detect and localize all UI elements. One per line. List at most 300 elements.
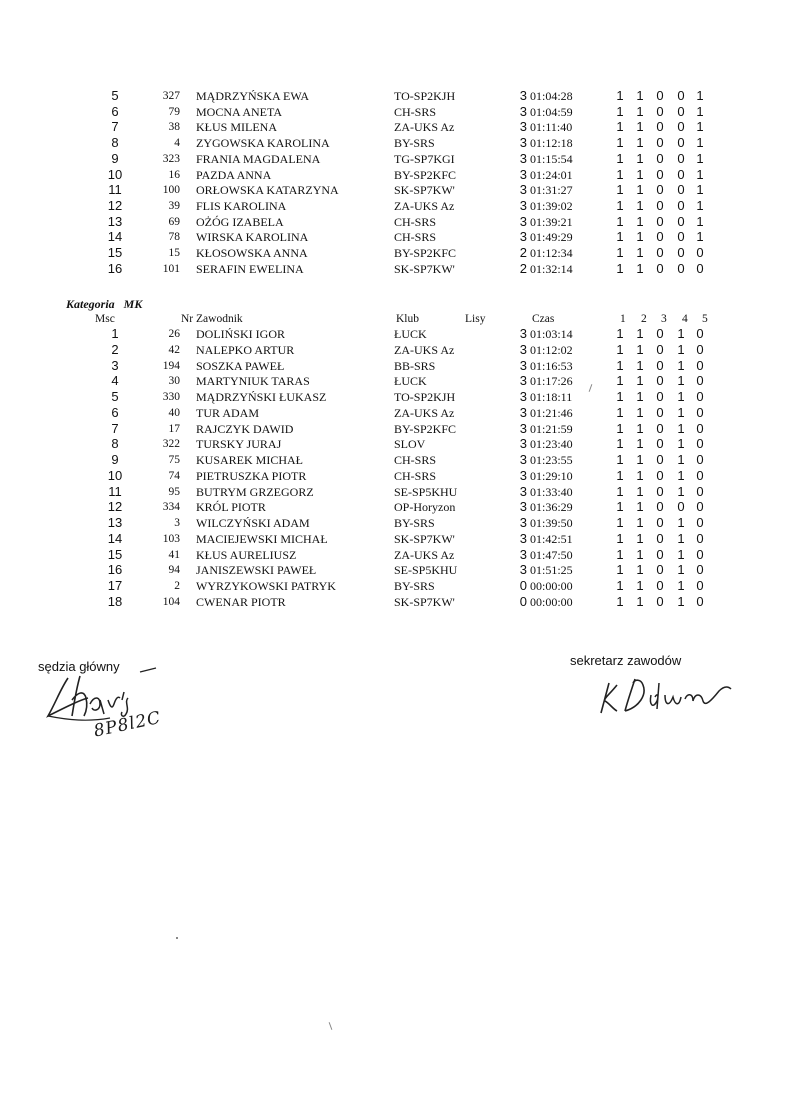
competitor-name-cell: WYRZYKOWSKI PATRYK xyxy=(196,579,336,593)
point-1-cell: 1 xyxy=(616,546,624,562)
point-5-cell: 0 xyxy=(696,546,704,562)
point-2-cell: 1 xyxy=(636,135,644,151)
secretary-label: sekretarz zawodów xyxy=(570,653,682,668)
club-cell: ZA-UKS Az xyxy=(394,198,455,213)
bib-number-cell: 334 xyxy=(162,501,180,514)
point-4-cell: 0 xyxy=(677,166,685,182)
point-3-cell: 0 xyxy=(656,213,664,229)
point-2-cell: 1 xyxy=(636,436,644,452)
point-1-cell: 1 xyxy=(616,515,624,530)
foxes-found-cell: 3 xyxy=(519,213,527,229)
point-5-cell: 1 xyxy=(696,103,704,119)
place-cell: 5 xyxy=(111,389,119,404)
bib-number-cell: 2 xyxy=(174,580,180,592)
foxes-found-cell: 3 xyxy=(519,452,527,467)
foxes-found-cell: 0 xyxy=(519,593,527,609)
point-3-cell: 0 xyxy=(656,389,664,404)
place-cell: 9 xyxy=(111,150,119,166)
point-3-cell: 0 xyxy=(656,515,664,530)
foxes-found-cell: 3 xyxy=(519,436,527,452)
foxes-found-cell: 3 xyxy=(519,135,527,151)
point-2-cell: 1 xyxy=(636,420,644,436)
foxes-found-cell: 3 xyxy=(519,515,527,530)
foxes-found-cell: 3 xyxy=(519,483,527,499)
club-cell: TG-SP7KGI xyxy=(394,151,455,166)
point-2-cell: 1 xyxy=(636,357,644,373)
point-5-cell: 0 xyxy=(696,260,704,276)
category-label-text: Kategoria xyxy=(66,297,115,311)
point-1-cell: 1 xyxy=(616,229,624,245)
foxes-found-cell: 3 xyxy=(519,103,527,119)
time-cell: 01:39:02 xyxy=(530,198,573,213)
point-3-cell: 0 xyxy=(656,467,664,483)
place-cell: 3 xyxy=(111,357,119,373)
point-4-cell: 0 xyxy=(677,182,685,198)
bib-number-cell: 322 xyxy=(162,438,180,451)
point-2-cell: 1 xyxy=(636,593,644,609)
time-cell: 01:17:26 xyxy=(530,374,573,389)
point-2-cell: 1 xyxy=(636,546,644,562)
table-row xyxy=(0,119,787,135)
club-cell: SK-SP7KW' xyxy=(394,531,455,546)
competitor-name-cell: ZYGOWSKA KAROLINA xyxy=(196,136,330,151)
point-2-cell: 1 xyxy=(636,452,644,467)
point-4-cell: 1 xyxy=(677,436,685,452)
point-4-cell: 0 xyxy=(677,119,685,135)
point-4-cell: 0 xyxy=(677,197,685,213)
point-4-cell: 0 xyxy=(677,135,685,151)
point-5-cell: 0 xyxy=(696,452,704,467)
point-5-cell: 0 xyxy=(696,483,704,499)
point-5-cell: 1 xyxy=(696,135,704,151)
competitor-name-cell: SERAFIN EWELINA xyxy=(196,261,304,276)
header-nr-zawodnik: Nr Zawodnik xyxy=(181,313,243,325)
point-5-cell: 0 xyxy=(696,341,704,357)
foxes-found-cell: 3 xyxy=(519,88,527,103)
time-cell: 01:47:50 xyxy=(530,547,573,562)
time-cell: 01:03:14 xyxy=(530,327,573,341)
foxes-found-cell: 3 xyxy=(519,341,527,357)
place-cell: 4 xyxy=(111,373,119,389)
foxes-found-cell: 3 xyxy=(519,562,527,578)
point-5-cell: 1 xyxy=(696,150,704,166)
scan-speck xyxy=(329,1022,333,1030)
point-5-cell: 0 xyxy=(696,357,704,373)
competitor-name-cell: TURSKY JURAJ xyxy=(196,437,282,452)
point-3-cell: 0 xyxy=(656,373,664,389)
point-3-cell: 0 xyxy=(656,135,664,151)
point-2-cell: 1 xyxy=(636,341,644,357)
foxes-found-cell: 3 xyxy=(519,119,527,135)
club-cell: OP-Horyzon xyxy=(394,500,456,515)
header-point-2: 2 xyxy=(641,313,647,325)
bib-number-cell: 17 xyxy=(168,422,180,435)
competitor-name-cell: MĄDRZYŃSKI ŁUKASZ xyxy=(196,390,327,404)
point-5-cell: 1 xyxy=(696,119,704,135)
point-3-cell: 0 xyxy=(656,182,664,198)
club-cell: SLOV xyxy=(394,437,426,452)
point-1-cell: 1 xyxy=(616,197,624,213)
place-cell: 11 xyxy=(108,182,122,198)
point-1-cell: 1 xyxy=(616,135,624,151)
table-row xyxy=(0,358,787,374)
time-cell: 01:12:34 xyxy=(530,246,573,260)
point-5-cell: 1 xyxy=(696,213,704,229)
table-row xyxy=(0,214,787,230)
bib-number-cell: 39 xyxy=(168,199,180,212)
bib-number-cell: 15 xyxy=(168,247,180,259)
point-5-cell: 0 xyxy=(696,326,704,341)
point-4-cell: 0 xyxy=(677,213,685,229)
category-value: MK xyxy=(123,297,143,311)
point-1-cell: 1 xyxy=(616,341,624,357)
point-4-cell: 1 xyxy=(677,530,685,546)
table-row xyxy=(0,547,787,563)
point-4-cell: 1 xyxy=(677,562,685,578)
competitor-name-cell: RAJCZYK DAWID xyxy=(196,421,294,436)
referee-handwritten-code: 8P8l2C xyxy=(92,707,164,742)
time-cell: 01:29:10 xyxy=(530,468,573,483)
point-1-cell: 1 xyxy=(616,119,624,135)
time-cell: 01:04:28 xyxy=(530,89,573,103)
foxes-found-cell: 3 xyxy=(519,182,527,198)
point-5-cell: 0 xyxy=(696,404,704,420)
point-2-cell: 1 xyxy=(636,103,644,119)
point-2-cell: 1 xyxy=(636,530,644,546)
point-4-cell: 1 xyxy=(677,357,685,373)
club-cell: TO-SP2KJH xyxy=(394,390,456,404)
competitor-name-cell: KUSAREK MICHAŁ xyxy=(196,453,304,467)
point-5-cell: 0 xyxy=(696,420,704,436)
point-4-cell: 0 xyxy=(677,260,685,276)
point-3-cell: 0 xyxy=(656,229,664,245)
time-cell: 01:12:18 xyxy=(530,136,573,151)
bib-number-cell: 95 xyxy=(168,485,180,498)
point-1-cell: 1 xyxy=(616,483,624,499)
table-row xyxy=(0,436,787,452)
point-4-cell: 0 xyxy=(677,499,685,515)
competitor-name-cell: PAZDA ANNA xyxy=(196,167,272,182)
bib-number-cell: 323 xyxy=(162,152,180,165)
competitor-name-cell: MOCNA ANETA xyxy=(196,104,283,119)
club-cell: BY-SP2KFC xyxy=(394,167,457,182)
point-5-cell: 1 xyxy=(696,197,704,213)
point-5-cell: 0 xyxy=(696,593,704,609)
point-2-cell: 1 xyxy=(636,260,644,276)
table-row xyxy=(0,104,787,120)
point-3-cell: 0 xyxy=(656,562,664,578)
point-1-cell: 1 xyxy=(616,593,624,609)
place-cell: 12 xyxy=(107,499,123,515)
place-cell: 15 xyxy=(107,245,123,260)
header-point-5: 5 xyxy=(702,313,708,325)
place-cell: 16 xyxy=(107,260,123,276)
point-2-cell: 1 xyxy=(636,245,644,260)
point-2-cell: 1 xyxy=(636,88,644,103)
point-1-cell: 1 xyxy=(616,245,624,260)
foxes-found-cell: 3 xyxy=(519,499,527,515)
bib-number-cell: 78 xyxy=(168,231,180,244)
bib-number-cell: 104 xyxy=(162,595,180,608)
competitor-name-cell: MĄDRZYŃSKA EWA xyxy=(196,89,310,103)
place-cell: 16 xyxy=(107,562,123,578)
club-cell: ZA-UKS Az xyxy=(394,342,455,357)
foxes-found-cell: 3 xyxy=(519,530,527,546)
point-1-cell: 1 xyxy=(616,326,624,341)
foxes-found-cell: 3 xyxy=(519,150,527,166)
bib-number-cell: 94 xyxy=(168,564,180,577)
point-1-cell: 1 xyxy=(616,166,624,182)
point-4-cell: 0 xyxy=(677,245,685,260)
point-1-cell: 1 xyxy=(616,452,624,467)
time-cell: 01:49:29 xyxy=(530,230,573,245)
time-cell: 01:04:59 xyxy=(530,104,573,119)
point-1-cell: 1 xyxy=(616,373,624,389)
table-row xyxy=(0,562,787,578)
table-row xyxy=(0,389,787,405)
foxes-found-cell: 3 xyxy=(519,357,527,373)
point-1-cell: 1 xyxy=(616,562,624,578)
club-cell: CH-SRS xyxy=(394,230,437,245)
table-row xyxy=(0,245,787,261)
point-5-cell: 0 xyxy=(696,245,704,260)
point-3-cell: 0 xyxy=(656,260,664,276)
competitor-name-cell: FLIS KAROLINA xyxy=(196,198,287,213)
point-4-cell: 1 xyxy=(677,467,685,483)
header-point-3: 3 xyxy=(661,313,667,325)
bib-number-cell: 103 xyxy=(162,532,180,545)
header-lisy: Lisy xyxy=(465,313,486,325)
place-cell: 6 xyxy=(111,103,119,119)
point-3-cell: 0 xyxy=(656,593,664,609)
time-cell: 01:24:01 xyxy=(530,167,573,182)
point-3-cell: 0 xyxy=(656,326,664,341)
bib-number-cell: 3 xyxy=(174,517,180,529)
competitor-name-cell: TUR ADAM xyxy=(196,405,260,420)
point-2-cell: 1 xyxy=(636,182,644,198)
foxes-found-cell: 2 xyxy=(519,260,527,276)
competitor-name-cell: KŁOSOWSKA ANNA xyxy=(196,246,308,260)
table-row xyxy=(0,452,787,468)
club-cell: ZA-UKS Az xyxy=(394,547,455,562)
bib-number-cell: 41 xyxy=(168,548,180,561)
point-4-cell: 1 xyxy=(677,420,685,436)
time-cell: 00:00:00 xyxy=(530,594,573,609)
point-3-cell: 0 xyxy=(656,341,664,357)
bib-number-cell: 74 xyxy=(168,469,180,482)
foxes-found-cell: 3 xyxy=(519,389,527,404)
time-cell: 01:21:59 xyxy=(530,421,573,436)
header-klub: Klub xyxy=(396,313,419,325)
club-cell: TO-SP2KJH xyxy=(394,89,456,103)
point-3-cell: 0 xyxy=(656,245,664,260)
time-cell: 01:36:29 xyxy=(530,500,573,515)
point-4-cell: 1 xyxy=(677,326,685,341)
club-cell: ŁUCK xyxy=(394,327,427,341)
competitor-name-cell: WILCZYŃSKI ADAM xyxy=(196,516,310,530)
bib-number-cell: 330 xyxy=(162,391,180,403)
point-2-cell: 1 xyxy=(636,467,644,483)
table-row xyxy=(0,405,787,421)
point-1-cell: 1 xyxy=(616,404,624,420)
point-2-cell: 1 xyxy=(636,197,644,213)
club-cell: ZA-UKS Az xyxy=(394,405,455,420)
point-3-cell: 0 xyxy=(656,483,664,499)
bib-number-cell: 26 xyxy=(168,328,180,340)
place-cell: 13 xyxy=(107,213,123,229)
club-cell: ŁUCK xyxy=(394,374,427,389)
time-cell: 01:23:40 xyxy=(530,437,573,452)
competitor-name-cell: KŁUS MILENA xyxy=(196,120,277,135)
competitor-name-cell: ORŁOWSKA KATARZYNA xyxy=(196,183,339,198)
place-cell: 12 xyxy=(107,197,123,213)
place-cell: 10 xyxy=(107,166,123,182)
foxes-found-cell: 3 xyxy=(519,404,527,420)
competitor-name-cell: SOSZKA PAWEŁ xyxy=(196,358,285,373)
competitor-name-cell: JANISZEWSKI PAWEŁ xyxy=(196,563,317,578)
club-cell: SK-SP7KW' xyxy=(394,594,455,609)
place-cell: 15 xyxy=(107,546,123,562)
point-4-cell: 1 xyxy=(677,515,685,530)
table-row xyxy=(0,326,787,342)
table-row xyxy=(0,342,787,358)
table-row xyxy=(0,594,787,610)
point-3-cell: 0 xyxy=(656,420,664,436)
point-5-cell: 0 xyxy=(696,578,704,593)
point-4-cell: 1 xyxy=(677,593,685,609)
table-row xyxy=(0,167,787,183)
point-3-cell: 0 xyxy=(656,119,664,135)
point-5-cell: 0 xyxy=(696,389,704,404)
point-3-cell: 0 xyxy=(656,197,664,213)
table-header xyxy=(0,313,787,327)
point-3-cell: 0 xyxy=(656,499,664,515)
competitor-name-cell: WIRSKA KAROLINA xyxy=(196,230,309,245)
point-2-cell: 1 xyxy=(636,373,644,389)
time-cell: 01:12:02 xyxy=(530,342,573,357)
club-cell: ZA-UKS Az xyxy=(394,120,455,135)
point-2-cell: 1 xyxy=(636,150,644,166)
point-4-cell: 0 xyxy=(677,103,685,119)
header-point-4: 4 xyxy=(682,313,688,325)
place-cell: 5 xyxy=(111,88,119,103)
table-row xyxy=(0,182,787,198)
place-cell: 11 xyxy=(108,483,122,499)
point-3-cell: 0 xyxy=(656,166,664,182)
foxes-found-cell: 3 xyxy=(519,546,527,562)
time-cell: 01:21:46 xyxy=(530,405,573,420)
time-cell: 00:00:00 xyxy=(530,579,573,593)
place-cell: 18 xyxy=(107,593,123,609)
competitor-name-cell: FRANIA MAGDALENA xyxy=(196,151,321,166)
table-row xyxy=(0,373,787,389)
point-3-cell: 0 xyxy=(656,103,664,119)
point-4-cell: 0 xyxy=(677,88,685,103)
table-row xyxy=(0,261,787,277)
point-4-cell: 1 xyxy=(677,373,685,389)
club-cell: CH-SRS xyxy=(394,214,437,229)
table-row xyxy=(0,484,787,500)
club-cell: CH-SRS xyxy=(394,468,437,483)
category-label xyxy=(66,297,142,312)
place-cell: 14 xyxy=(107,229,123,245)
table-row xyxy=(0,421,787,437)
table-row xyxy=(0,499,787,515)
time-cell: 01:51:25 xyxy=(530,563,573,578)
foxes-found-cell: 0 xyxy=(519,578,527,593)
point-1-cell: 1 xyxy=(616,578,624,593)
competitor-name-cell: OŻÓG IZABELA xyxy=(196,214,284,229)
competitor-name-cell: MACIEJEWSKI MICHAŁ xyxy=(196,531,328,546)
competitor-name-cell: CWENAR PIOTR xyxy=(196,594,286,609)
table-row xyxy=(0,151,787,167)
point-1-cell: 1 xyxy=(616,103,624,119)
club-cell: BB-SRS xyxy=(394,358,436,373)
point-1-cell: 1 xyxy=(616,213,624,229)
competitor-name-cell: DOLIŃSKI IGOR xyxy=(196,327,285,341)
table-row xyxy=(0,198,787,214)
point-1-cell: 1 xyxy=(616,420,624,436)
foxes-found-cell: 3 xyxy=(519,326,527,341)
point-5-cell: 1 xyxy=(696,166,704,182)
place-cell: 13 xyxy=(107,515,123,530)
club-cell: SE-SP5KHU xyxy=(394,563,458,578)
point-5-cell: 1 xyxy=(696,88,704,103)
point-3-cell: 0 xyxy=(656,530,664,546)
point-5-cell: 0 xyxy=(696,499,704,515)
point-3-cell: 0 xyxy=(656,436,664,452)
point-2-cell: 1 xyxy=(636,389,644,404)
competitor-name-cell: PIETRUSZKA PIOTR xyxy=(196,468,307,483)
point-5-cell: 0 xyxy=(696,436,704,452)
point-2-cell: 1 xyxy=(636,499,644,515)
bib-number-cell: 194 xyxy=(162,359,180,372)
bib-number-cell: 30 xyxy=(168,375,180,388)
header-point-1: 1 xyxy=(620,313,626,325)
competitor-name-cell: NALEPKO ARTUR xyxy=(196,342,295,357)
time-cell: 01:11:40 xyxy=(530,120,573,135)
place-cell: 8 xyxy=(111,436,119,452)
bib-number-cell: 79 xyxy=(168,105,180,118)
time-cell: 01:31:27 xyxy=(530,183,573,198)
point-1-cell: 1 xyxy=(616,88,624,103)
point-1-cell: 1 xyxy=(616,357,624,373)
time-cell: 01:39:50 xyxy=(530,516,573,530)
point-4-cell: 1 xyxy=(677,404,685,420)
point-1-cell: 1 xyxy=(616,530,624,546)
table-row xyxy=(0,515,787,531)
bib-number-cell: 69 xyxy=(168,215,180,228)
header-msc: Msc xyxy=(95,313,115,325)
point-5-cell: 0 xyxy=(696,467,704,483)
point-4-cell: 1 xyxy=(677,483,685,499)
point-1-cell: 1 xyxy=(616,499,624,515)
header-czas: Czas xyxy=(532,313,555,325)
bib-number-cell: 40 xyxy=(168,406,180,419)
foxes-found-cell: 2 xyxy=(519,245,527,260)
time-cell: 01:39:21 xyxy=(530,214,573,229)
point-1-cell: 1 xyxy=(616,150,624,166)
time-cell: 01:15:54 xyxy=(530,151,573,166)
point-3-cell: 0 xyxy=(656,546,664,562)
club-cell: CH-SRS xyxy=(394,104,437,119)
foxes-found-cell: 3 xyxy=(519,166,527,182)
point-5-cell: 0 xyxy=(696,515,704,530)
point-4-cell: 1 xyxy=(677,578,685,593)
time-cell: 01:18:11 xyxy=(530,390,573,404)
place-cell: 14 xyxy=(107,530,123,546)
place-cell: 7 xyxy=(111,119,119,135)
